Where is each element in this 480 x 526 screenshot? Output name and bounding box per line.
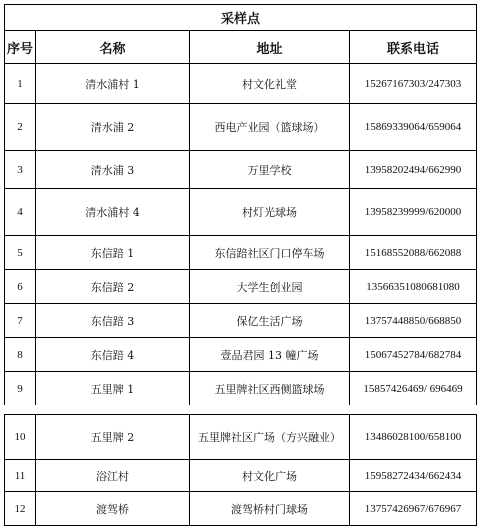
- row-phone: 15958272434/662434: [350, 460, 477, 492]
- row-name: 东信踣 4: [36, 338, 190, 372]
- row-phone: 15067452784/682784: [350, 338, 477, 372]
- header-name: 名称: [36, 31, 190, 64]
- row-index: 8: [5, 338, 36, 372]
- row-phone: 13757448850/668850: [350, 304, 477, 338]
- row-name: 清水浦村 4: [36, 189, 190, 236]
- row-name: 东信踣 1: [36, 236, 190, 270]
- page-break-gap: [0, 405, 480, 414]
- row-address: 村文化广场: [190, 460, 350, 492]
- row-name: 东信踣 3: [36, 304, 190, 338]
- table-row: [5, 236, 477, 270]
- row-name: 清水浦 3: [36, 151, 190, 189]
- row-index: 9: [5, 372, 36, 406]
- table-row: [5, 104, 477, 151]
- header-index: 序号: [5, 31, 36, 64]
- row-index: 6: [5, 270, 36, 304]
- table-row: [5, 338, 477, 372]
- row-name: 浴江村: [36, 460, 190, 492]
- row-index: 4: [5, 189, 36, 236]
- row-name: 东信踣 2: [36, 270, 190, 304]
- row-phone: 13566351080681080: [350, 270, 477, 304]
- row-phone: 15267167303/247303: [350, 64, 477, 104]
- table-row: [5, 492, 477, 526]
- table-title: 采样点: [5, 5, 477, 31]
- row-address: 大学生创业园: [190, 270, 350, 304]
- row-index: 10: [5, 415, 36, 460]
- title-row: [5, 5, 477, 31]
- row-address: 西电产业园（篮球场）: [190, 104, 350, 151]
- table-row: [5, 151, 477, 189]
- table-row: [5, 415, 477, 460]
- row-index: 1: [5, 64, 36, 104]
- row-address: 渡驾桥村门球场: [190, 492, 350, 526]
- row-address: 壹品君园 13 幢广场: [190, 338, 350, 372]
- header-row: [5, 31, 477, 64]
- row-address: 东信踣社区门口停车场: [190, 236, 350, 270]
- row-name: 清水浦村 1: [36, 64, 190, 104]
- row-phone: 13486028100/658100: [350, 415, 477, 460]
- table-row: [5, 189, 477, 236]
- row-phone: 15168552088/662088: [350, 236, 477, 270]
- row-phone: 13757426967/676967: [350, 492, 477, 526]
- row-index: 12: [5, 492, 36, 526]
- row-phone: 13958239999/620000: [350, 189, 477, 236]
- header-address: 地址: [190, 31, 350, 64]
- sampling-points-table: [4, 4, 477, 406]
- row-index: 3: [5, 151, 36, 189]
- row-phone: 15857426469/ 696469: [350, 372, 477, 406]
- row-name: 五里牌 1: [36, 372, 190, 406]
- table-row: [5, 304, 477, 338]
- table-row: [5, 270, 477, 304]
- row-address: 村灯光球场: [190, 189, 350, 236]
- row-address: 五里牌社区西侧篮球场: [190, 372, 350, 406]
- table-row: [5, 64, 477, 104]
- sampling-points-table-continued: [4, 414, 477, 526]
- table-row: [5, 372, 477, 406]
- row-index: 11: [5, 460, 36, 492]
- row-address: 村文化礼堂: [190, 64, 350, 104]
- row-address: 万里学校: [190, 151, 350, 189]
- row-name: 清水浦 2: [36, 104, 190, 151]
- row-phone: 15869339064/659064: [350, 104, 477, 151]
- row-index: 7: [5, 304, 36, 338]
- row-index: 2: [5, 104, 36, 151]
- row-name: 渡驾桥: [36, 492, 190, 526]
- row-index: 5: [5, 236, 36, 270]
- row-address: 五里牌社区广场（方兴融业）: [190, 415, 350, 460]
- row-phone: 13958202494/662990: [350, 151, 477, 189]
- row-address: 保亿生活广场: [190, 304, 350, 338]
- table-row: [5, 460, 477, 492]
- header-phone: 联系电话: [350, 31, 477, 64]
- row-name: 五里牌 2: [36, 415, 190, 460]
